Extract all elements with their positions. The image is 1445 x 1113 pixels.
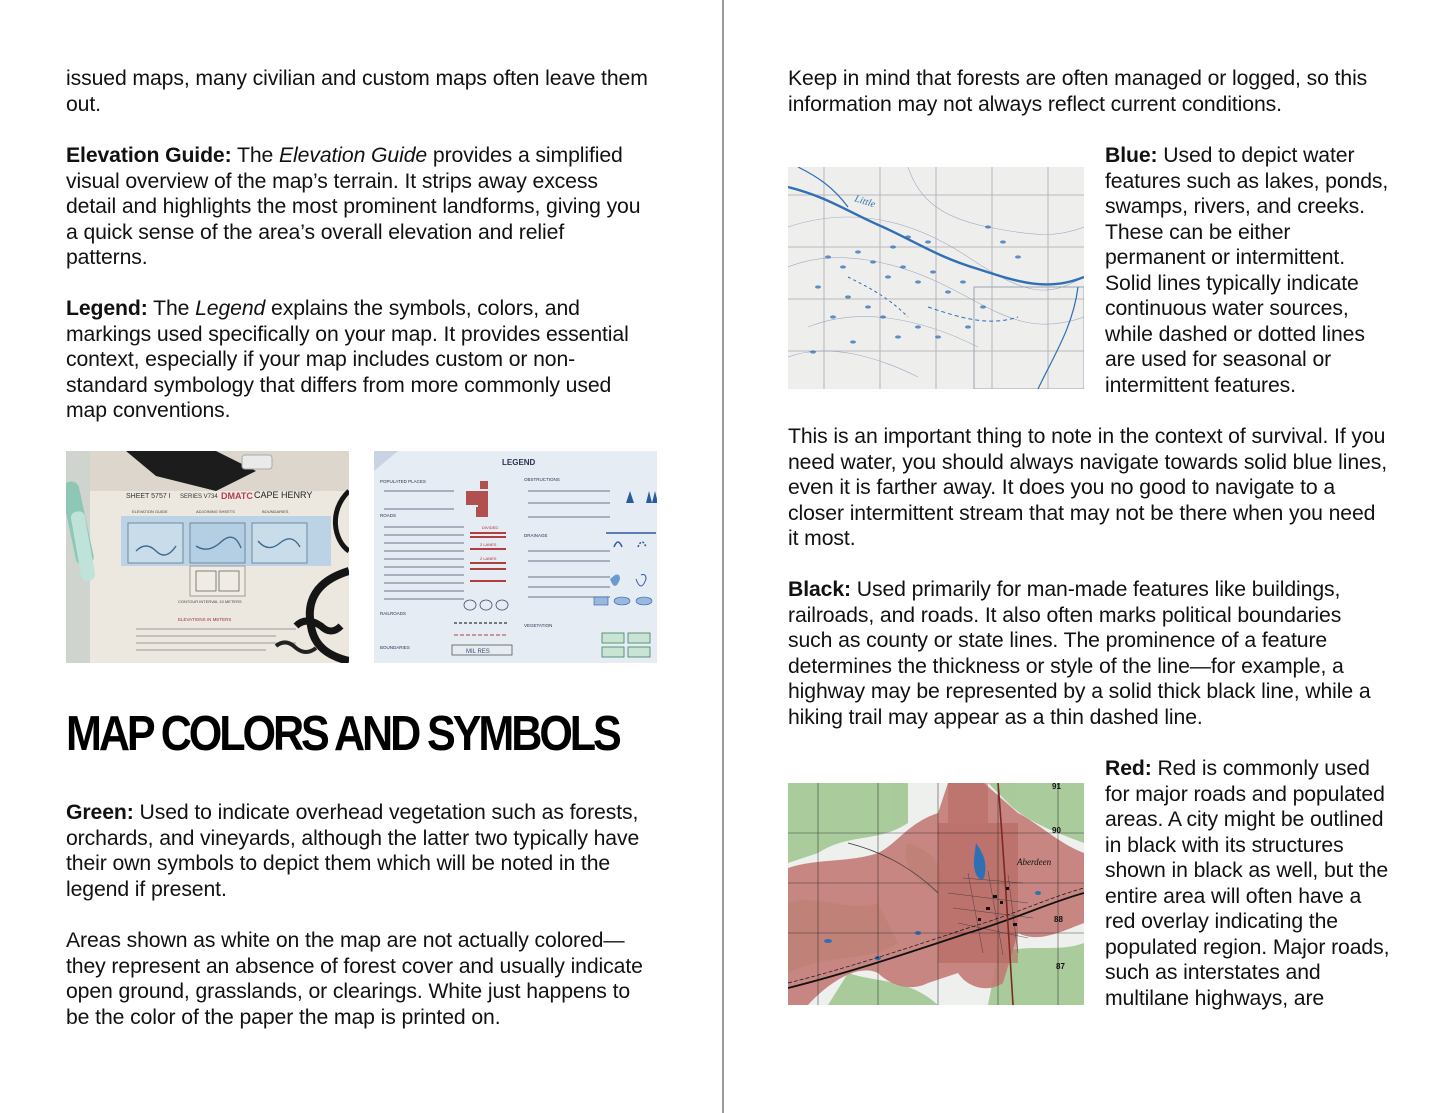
town-label: Aberdeen <box>1017 857 1052 867</box>
blue-label: Blue: <box>1105 144 1158 167</box>
elevation-guide-caption: ELEVATION GUIDE <box>132 509 168 514</box>
green-label: Green: <box>66 801 134 824</box>
black-label: Black: <box>788 578 851 601</box>
legend-photo-title: LEGEND <box>502 458 536 467</box>
white-areas-paragraph: Areas shown as white on the map are not actually colored—they represent an absence of forest cover and usually indicate open ground, grasslands, or clearings. White just happens to be the color of the paper the map is printed on. <box>66 929 643 1029</box>
legend-divided: DIVIDED <box>482 525 499 530</box>
legend-paragraph: Legend: The Legend explains the symbols, colors, and markings used specifically on your map. It provides essential context, especially if your map includes custom or non-standard symbology that differs from more commonly used map conventions. <box>66 297 629 422</box>
map-legend-photo <box>374 451 657 663</box>
grid-91: 91 <box>1052 783 1061 791</box>
legend-vegetation: VEGETATION <box>524 623 553 628</box>
legend-boundaries: BOUNDARIES <box>380 645 410 650</box>
forests-note-paragraph: Keep in mind that forests are often managed or logged, so this information may not always reflect current conditions. <box>788 67 1368 116</box>
series-label: SERIES V734 <box>180 494 218 500</box>
legend-railroads: RAILROADS <box>380 611 407 616</box>
dmatc-logo: DMATC <box>221 491 253 501</box>
black-paragraph: Black: Used primarily for man-made features like buildings, railroads, and roads. It also often marks political boundaries such as county or state lines. The prominence of a feature determines the thickness or style of the line—for example, a highway may be represented by a solid thick black line, while a hiking trail may appear as a thin dashed line. <box>788 578 1371 729</box>
legend-term: Legend <box>195 297 266 320</box>
legend-2-lanes-a: 2 LANES <box>480 542 497 547</box>
elevation-guide-term: Elevation Guide <box>279 144 428 167</box>
legend-drainage: DRAINAGE <box>524 533 548 538</box>
adjoining-sheets-caption: ADJOINING SHEETS <box>196 509 235 514</box>
blue-water-map-photo <box>788 167 1084 389</box>
legend-mil-res: MIL RES <box>466 649 490 655</box>
river-label: Little <box>853 193 877 211</box>
intro-paragraph: issued maps, many civilian and custom maps often leave them out. <box>66 67 648 116</box>
red-populated-map-photo <box>788 783 1084 1005</box>
grid-87: 87 <box>1056 962 1065 971</box>
left-page <box>0 0 722 1113</box>
red-paragraph: Red: Red is commonly used for major roads and populated areas. A city might be outlined in black with its structures shown in black as well, but the entire area will often have a red overlay indicating the populated region. Major roads, such as interstates and multilane highways, are <box>1105 757 1390 1010</box>
sheet-label: SHEET 5757 I <box>126 493 171 500</box>
boundaries-caption: BOUNDARIES <box>262 509 289 514</box>
survival-paragraph: This is an important thing to note in the context of survival. If you need water, you should always navigate towards solid blue lines, even it is farther away. It does you no good to navigate to a closer intermittent stream that may not be there when you need it most. <box>788 425 1387 550</box>
legend-label: Legend: <box>66 297 148 320</box>
grid-90: 90 <box>1052 826 1061 835</box>
right-page <box>724 0 1445 1113</box>
contour-interval-caption: CONTOUR INTERVAL 10 METERS <box>178 599 242 604</box>
green-paragraph: Green: Used to indicate overhead vegetation such as forests, orchards, and vineyards, although the latter two typically have their own symbols to depict them which will be noted in the legend if present. <box>66 801 640 901</box>
elevation-guide-label: Elevation Guide: <box>66 144 232 167</box>
map-margin-photo <box>66 451 349 663</box>
legend-2-lanes-b: 2 LANES <box>480 556 497 561</box>
section-title: MAP COLORS AND SYMBOLS <box>66 707 619 761</box>
legend-obstructions: OBSTRUCTIONS <box>524 477 560 482</box>
map-name: CAPE HENRY <box>254 490 313 500</box>
grid-88: 88 <box>1054 915 1063 924</box>
blue-paragraph: Blue: Used to depict water features such as lakes, ponds, swamps, rivers, and creeks. These can be either permanent or intermittent. Solid lines typically indicate continuous water sources, while dashed or dotted lines are used for seasonal or intermittent features. <box>1105 144 1389 397</box>
elevations-meters-caption: ELEVATIONS IN METERS <box>178 617 232 622</box>
legend-roads: ROADS <box>380 513 397 518</box>
elevation-guide-paragraph: Elevation Guide: The Elevation Guide provides a simplified visual overview of the map’s terrain. It strips away excess detail and highlights the most prominent landforms, giving you a quick sense of the area’s overall elevation and relief patterns. <box>66 144 641 269</box>
red-label: Red: <box>1105 757 1152 780</box>
legend-populated-places: POPULATED PLACES <box>380 479 426 484</box>
